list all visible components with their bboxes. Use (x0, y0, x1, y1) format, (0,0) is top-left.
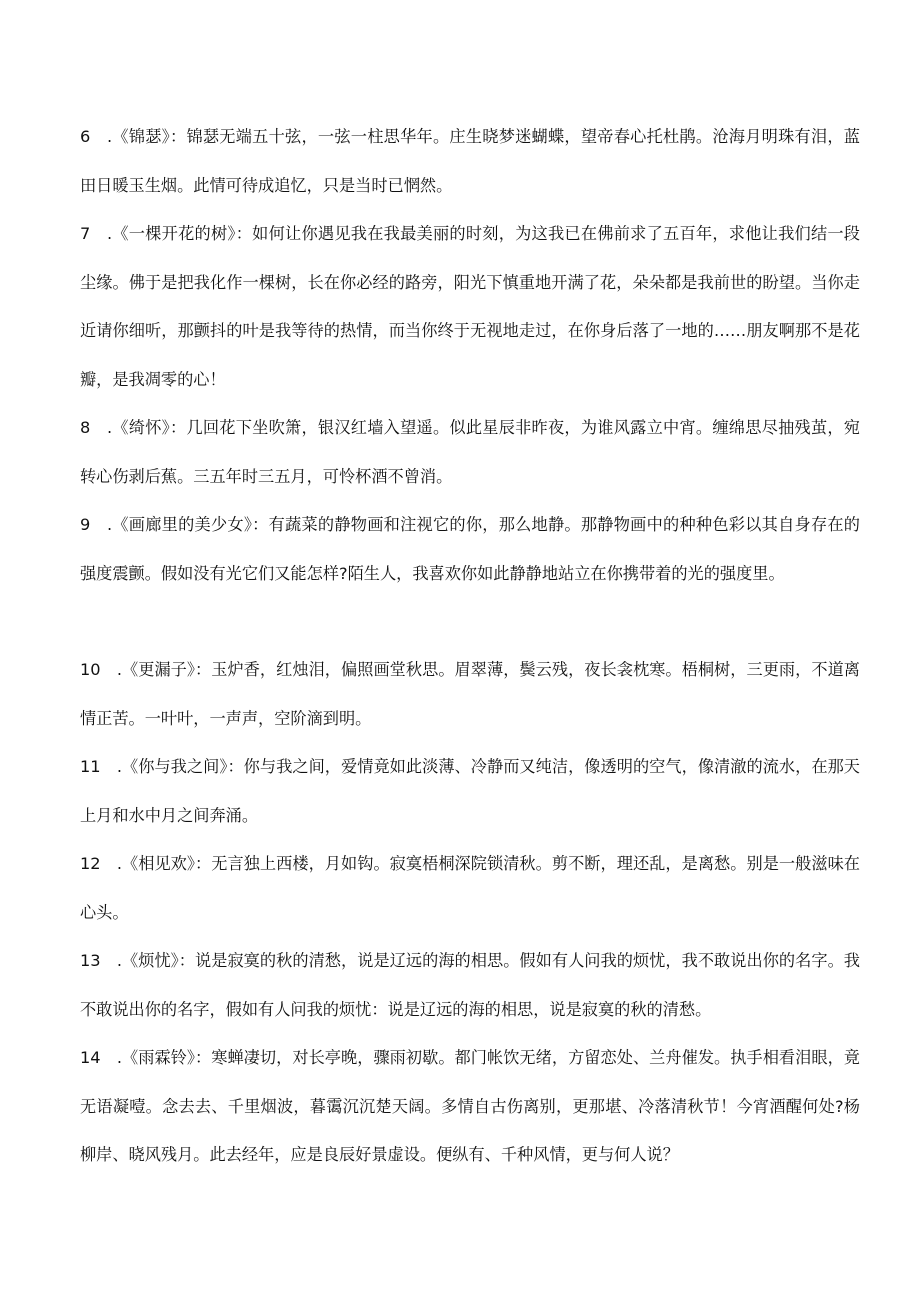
poem-entry-11: 11 .《你与我之间》：你与我之间，爱情竟如此淡薄、冷静而又纯洁，像透明的空气，像清澈的流水，在那天上月和水中月之间奔涌。 (80, 757, 860, 825)
poem-entry-10: 10 .《更漏子》：玉炉香，红烛泪，偏照画堂秋思。眉翠薄，鬓云残，夜长衾枕寒。梧桐树，三更雨，不道离情正苦。一叶叶，一声声，空阶滴到明。 (80, 660, 860, 728)
poem-entry-7: 7 .《一棵开花的树》：如何让你遇见我在我最美丽的时刻，为这我已在佛前求了五百年，求他让我们结一段尘缘。佛于是把我化作一棵树，长在你必经的路旁，阳光下慎重地开满了花，朵朵都是我前世的盼望。当你走近请你细听，那颤抖的叶是我等待的热情，而当你终于无视地走过，在你身后落了一地的……朋友啊那不是花瓣，是我凋零的心！ (80, 224, 860, 389)
poem-entry-6: 6 .《锦瑟》：锦瑟无端五十弦，一弦一柱思华年。庄生晓梦迷蝴蝶，望帝春心托杜鹃。沧海月明珠有泪，蓝田日暖玉生烟。此情可待成追忆，只是当时已惘然。 (80, 127, 860, 195)
poem-entry-13: 13 .《烦忧》：说是寂寞的秋的清愁，说是辽远的海的相思。假如有人问我的烦忧，我不敢说出你的名字。我不敢说出你的名字，假如有人问我的烦忧：说是辽远的海的相思，说是寂寞的秋的清愁。 (80, 951, 860, 1019)
poem-entry-9: 9 .《画廊里的美少女》：有蔬菜的静物画和注视它的你，那么地静。那静物画中的种种色彩以其自身存在的强度震颤。假如没有光它们又能怎样?陌生人，我喜欢你如此静静地站立在你携带着的光的强度里。 (80, 515, 860, 583)
poem-entry-12: 12 .《相见欢》：无言独上西楼，月如钩。寂寞梧桐深院锁清秋。剪不断，理还乱，是离愁。别是一般滋味在心头。 (80, 854, 860, 922)
poem-entry-8: 8 .《绮怀》：几回花下坐吹箫，银汉红墙入望遥。似此星辰非昨夜，为谁风露立中宵。缠绵思尽抽残茧，宛转心伤剥后蕉。三五年时三五月，可怜杯酒不曾消。 (80, 418, 860, 486)
poem-entry-14: 14 .《雨霖铃》：寒蝉凄切，对长亭晚，骤雨初歇。都门帐饮无绪，方留恋处、兰舟催发。执手相看泪眼，竟无语凝噎。念去去、千里烟波，暮霭沉沉楚天阔。多情自古伤离别，更那堪、冷落清秋节！今宵酒醒何处?杨柳岸、晓风残月。此去经年，应是良辰好景虚设。便纵有、千种风情，更与何人说？ (80, 1048, 860, 1164)
